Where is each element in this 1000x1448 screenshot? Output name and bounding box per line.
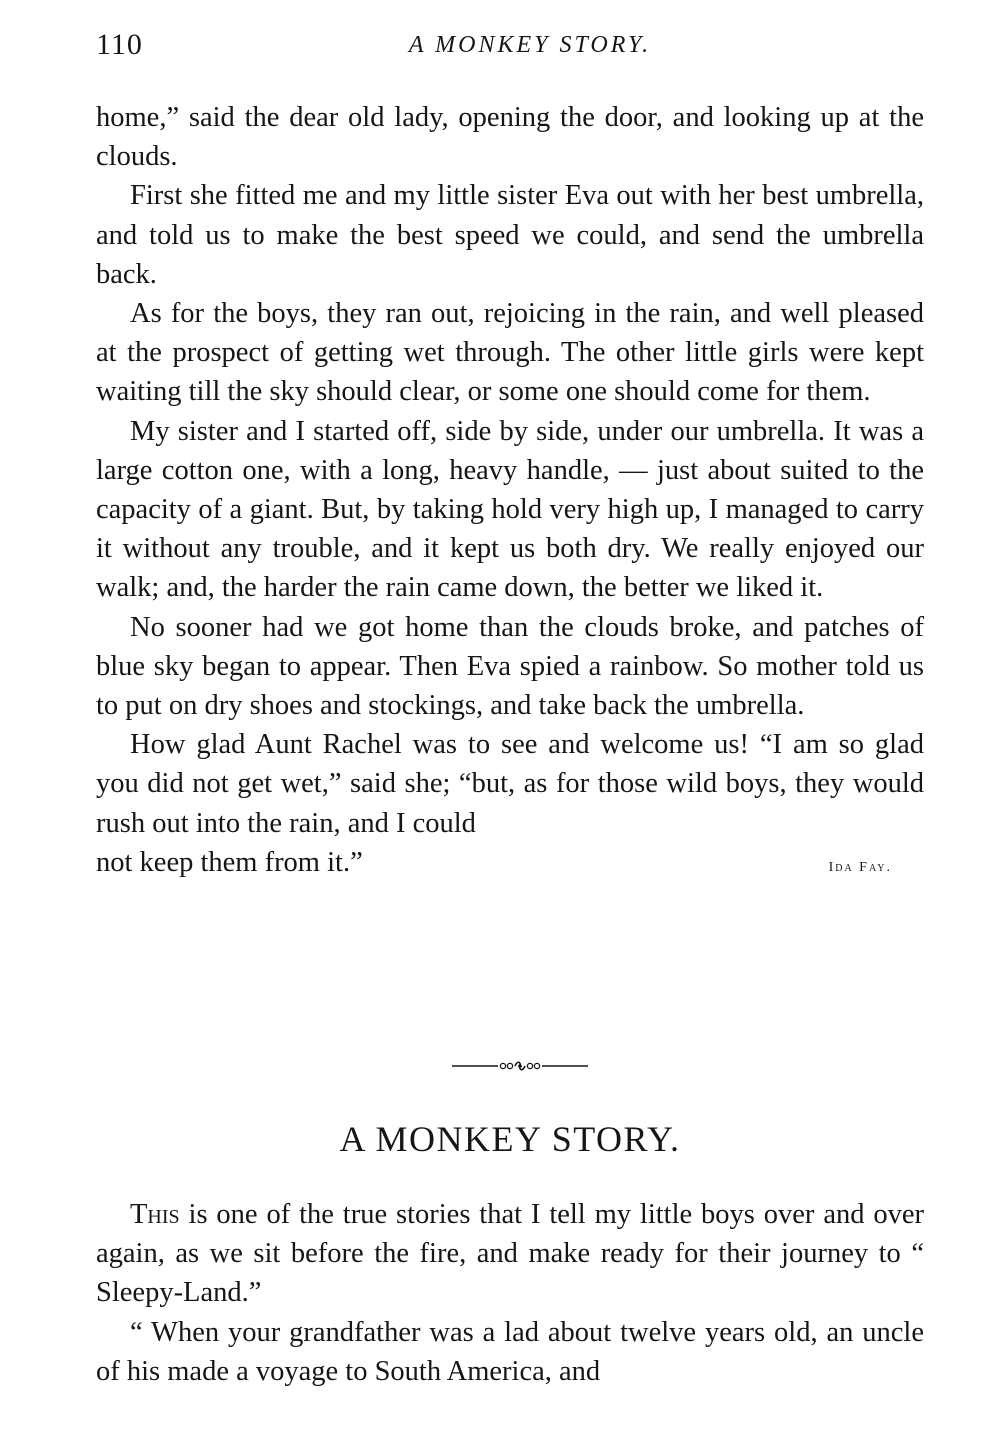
- closing-text: not keep them from it.”: [96, 846, 363, 878]
- paragraph: No sooner had we got home than the clouds broke, and patches of blue sky began to appear. Then Eva spied a rainbow. So mother told us to put on dry shoes and stockings, and take back the umbrella.: [96, 611, 924, 722]
- page-number: 110: [96, 28, 143, 61]
- paragraph: “ When your grandfather was a lad about twelve years old, an uncle of his made a voyage to South America, and: [96, 1316, 924, 1387]
- fleuron-divider-icon: [450, 1058, 590, 1074]
- drop-word: This: [130, 1199, 180, 1230]
- story-ending: [96, 98, 924, 887]
- monkey-story-opening: [96, 1195, 924, 1391]
- paragraph: [96, 1195, 924, 1313]
- closing-line: [96, 843, 924, 887]
- paragraph-text: is one of the true stories that I tell my little boys over and over again, as we sit before the fire, and make ready for their journey to “ Sleepy-Land.”: [96, 1199, 924, 1309]
- paragraph: How glad Aunt Rachel was to see and welcome us! “I am so glad you did not get wet,” said she; “but, as for those wild boys, they would rush out into the rain, and I could: [96, 729, 924, 839]
- author-signature: Ida Fay.: [828, 859, 892, 875]
- section-title: A MONKEY STORY.: [339, 1119, 681, 1159]
- paragraph: home,” said the dear old lady, opening the door, and looking up at the clouds.: [96, 102, 924, 173]
- running-head: A MONKEY STORY.: [408, 32, 652, 58]
- paragraph: My sister and I started off, side by side, under our umbrella. It was a large cotton one, with a long, heavy handle, — just about suited to the capacity of a giant. But, by taking hold very high up, I managed to carry it without any trouble, and it kept us both dry. We really enjoyed our walk; and, the harder the rain came down, the better we liked it.: [96, 415, 924, 604]
- paragraph: First she fitted me and my little sister Eva out with her best umbrella, and told us to make the best speed we could, and send the umbrella back.: [96, 180, 924, 290]
- page-header: [96, 22, 924, 66]
- paragraph: As for the boys, they ran out, rejoicing in the rain, and well pleased at the prospect of getting wet through. The other little girls were kept waiting till the sky should clear, or some one should come for them.: [96, 298, 924, 408]
